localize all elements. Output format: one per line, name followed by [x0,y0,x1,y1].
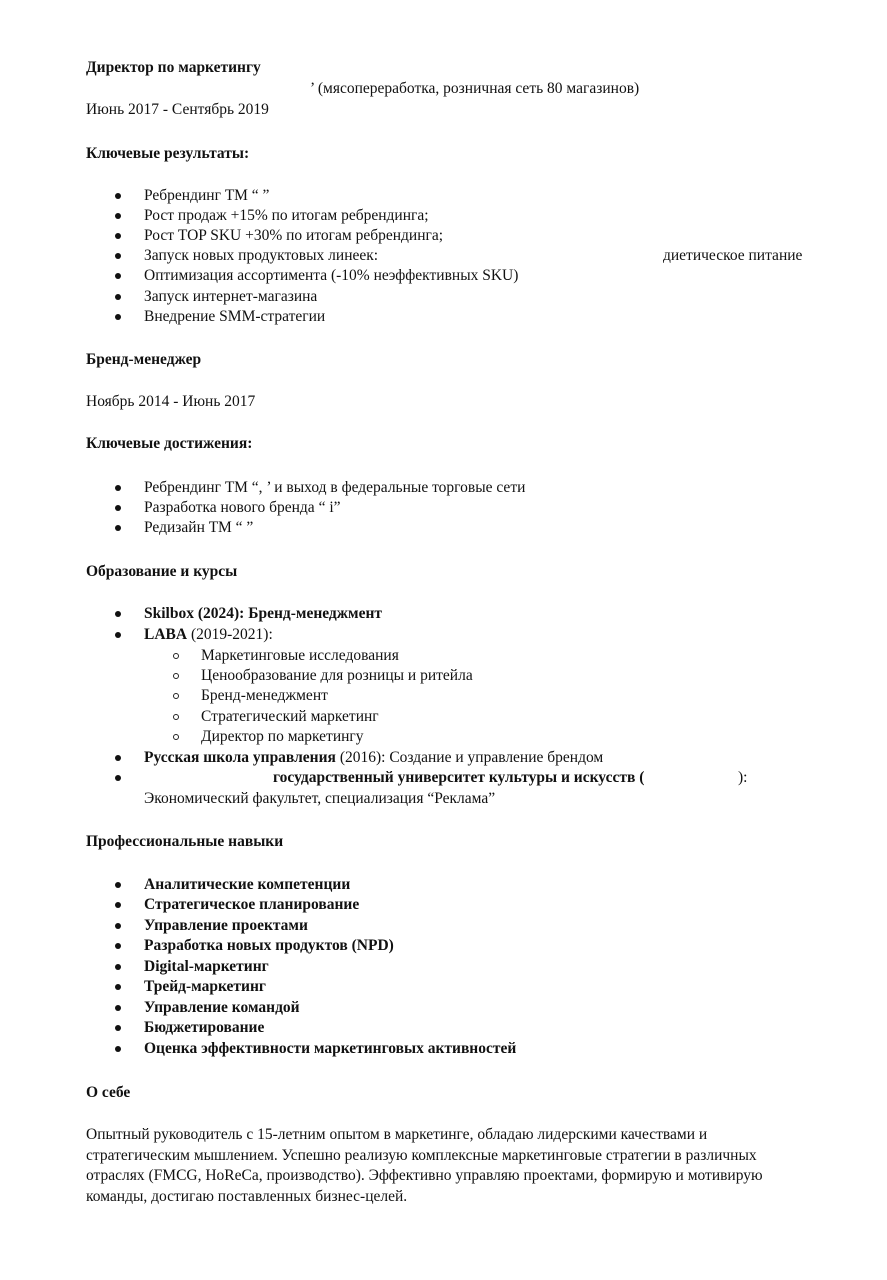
list-item: Управление проектами [144,917,308,934]
about-paragraph: Опытный руководитель с 15-летним опытом в маркетинге, обладаю лидерскими качествами и стратегическим мышлением. Успешно реализую комплексные маркетинговые стратегии в различных отраслях (FMCG, HoReCa, производство). Эффективно управляю проектами, формирую и мотивирую команды, достигаю поставленных бизнес-целей. [86,1126,763,1205]
list-item: Рост TOP SKU +30% по итогам ребрендинга; [144,227,444,244]
about-heading: О себе [86,1084,131,1101]
list-item-skillbox: Skilbox (2024): Бренд-менеджмент [144,605,382,622]
bullet [115,1025,121,1031]
sub-bullet [173,693,179,699]
laba-name: LABA [144,626,188,643]
rsu-name: Русская школа управления [144,749,336,766]
bullet [115,294,121,300]
list-item: Ребрендинг ТМ “ ” [144,187,270,204]
list-item: Редизайн ТМ “ ” [144,519,254,536]
list-item: Трейд-маркетинг [144,978,266,995]
bullet [115,314,121,320]
sub-bullet [173,673,179,679]
list-item: Запуск новых продуктовых линеек: [144,247,379,264]
bullet [115,193,121,199]
job1-results-heading: Ключевые результаты: [86,145,250,162]
bullet [115,213,121,219]
list-item: Аналитические компетенции [144,876,351,893]
bullet [115,755,121,761]
job1-company-desc: ’ (мясопереработка, розничная сеть 80 магазинов) [310,80,640,97]
bullet [115,253,121,259]
job2-dates: Ноябрь 2014 - Июнь 2017 [86,393,256,410]
education-heading: Образование и курсы [86,563,238,580]
job2-achievements-heading: Ключевые достижения: [86,435,253,452]
list-item: Бюджетирование [144,1019,265,1036]
list-item: Ребрендинг ТМ “, ’ и выход в федеральные торговые сети [144,479,526,496]
job2-title: Бренд-менеджер [86,351,202,368]
sub-bullet [173,653,179,659]
list-item-university: государственный университет культуры и искусств ( [273,769,645,786]
university-tail: ): [738,769,748,786]
list-item: Управление командой [144,999,300,1016]
bullet [115,964,121,970]
sub-list-item: Бренд-менеджмент [201,687,328,704]
bullet [115,505,121,511]
skills-heading: Профессиональные навыки [86,833,284,850]
bullet [115,233,121,239]
university-faculty: Экономический факультет, специализация “Реклама” [144,790,496,807]
bullet [115,525,121,531]
laba-years: (2019-2021): [187,626,273,643]
sub-list-item: Стратегический маркетинг [201,708,379,725]
bullet [115,485,121,491]
list-item: Оптимизация ассортимента (-10% неэффективных SKU) [144,267,519,284]
list-item: Стратегическое планирование [144,896,360,913]
list-item: Оценка эффективности маркетинговых активностей [144,1040,517,1057]
rsu-rest: (2016): Создание и управление брендом [335,749,604,766]
bullet [115,273,121,279]
list-item: Рост продаж +15% по итогам ребрендинга; [144,207,429,224]
list-item: Внедрение SMM-стратегии [144,308,326,325]
sub-list-item: Ценообразование для розницы и ритейла [201,667,473,684]
sub-bullet [173,714,179,720]
list-item-rsu [144,748,603,768]
bullet [115,1005,121,1011]
sub-list-item: Маркетинговые исследования [201,647,399,664]
list-item-extra: диетическое питание [663,247,803,264]
job1-title: Директор по маркетингу [86,59,261,76]
bullet [115,1046,121,1052]
list-item: Разработка нового бренда “ i” [144,499,341,516]
list-item: Digital-маркетинг [144,958,269,975]
bullet [115,632,121,638]
list-item: Разработка новых продуктов (NPD) [144,937,394,954]
bullet [115,882,121,888]
job1-dates: Июнь 2017 - Сентябрь 2019 [86,101,269,118]
bullet [115,775,121,781]
bullet [115,611,121,617]
list-item-laba [144,625,273,645]
bullet [115,943,121,949]
bullet [115,984,121,990]
bullet [115,902,121,908]
bullet [115,923,121,929]
list-item: Запуск интернет-магазина [144,288,318,305]
sub-bullet [173,734,179,740]
sub-list-item: Директор по маркетингу [201,728,364,745]
